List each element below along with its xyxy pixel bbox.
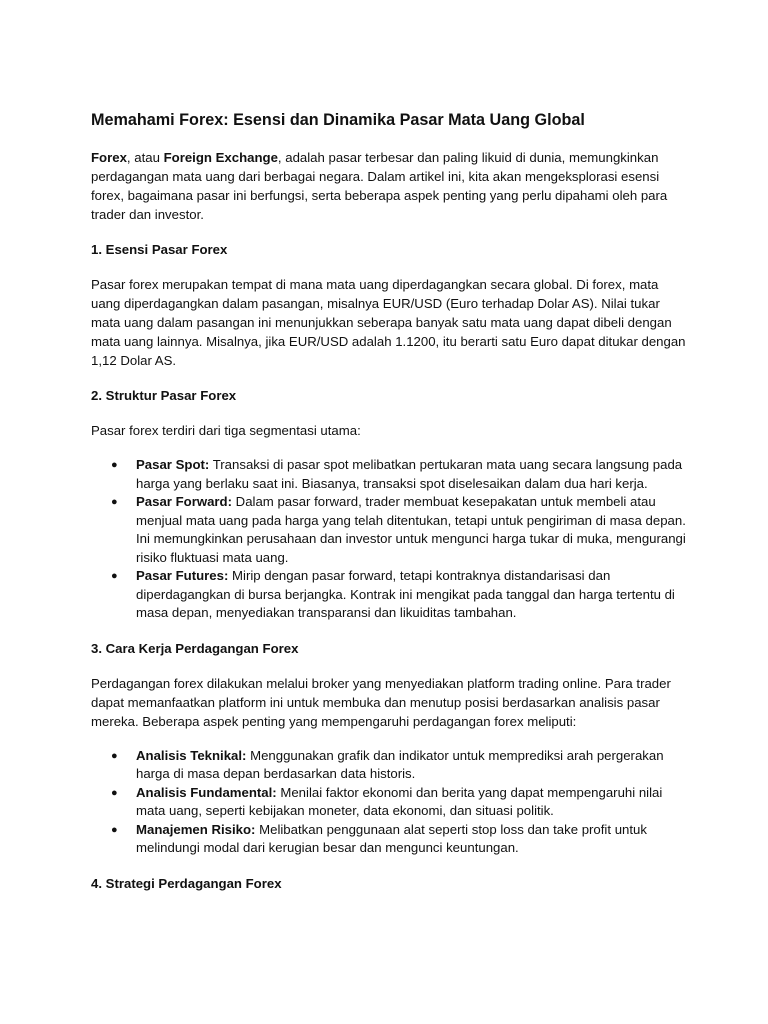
intro-term-foreign-exchange: Foreign Exchange (163, 150, 278, 165)
section3-heading: 3. Cara Kerja Perdagangan Forex (91, 640, 299, 656)
section2-paragraph: Pasar forex terdiri dari tiga segmentasi utama: (91, 423, 361, 438)
list-item-term: Manajemen Risiko: (136, 821, 256, 837)
list-item (91, 493, 691, 567)
list-item-term: Analisis Fundamental: (136, 784, 277, 800)
intro-text-2: , adalah pasar terbesar dan paling likuid di dunia, memungkinkan perdagangan mata uang dari berbagai negara. Dalam artikel ini, kita akan mengeksplorasi esensi forex, bagaimana pasar ini berfungsi, serta beberapa aspek penting yang perlu dipahami oleh para trader dan investor. (91, 150, 668, 222)
list-item-term: Pasar Futures: (136, 568, 229, 583)
list-item (91, 747, 691, 784)
section3-paragraph: Perdagangan forex dilakukan melalui broker yang menyediakan platform trading online. Para trader dapat memanfaatkan platform ini untuk membuka dan menutup posisi berdasarkan analisis pasar mereka. Beberapa aspek penting yang mempengaruhi perdagangan forex meliputi: (91, 675, 671, 729)
list-item-term: Pasar Spot: (136, 457, 210, 472)
document-content (91, 109, 691, 909)
list-item-text: Menggunakan grafik dan indikator untuk memprediksi arah pergerakan harga di masa depan berdasarkan data historis. (136, 747, 664, 781)
list-item-text: Mirip dengan pasar forward, tetapi kontraknya distandarisasi dan diperdagangkan di bursa berjangka. Kontrak ini mengikat pada tanggal dan harga tertentu di masa depan, menyediakan transparansi dan likuiditas tambahan. (136, 568, 675, 620)
section1-paragraph: Pasar forex merupakan tempat di mana mata uang diperdagangkan secara global. Di forex, mata uang diperdagangkan dalam pasangan, misalnya EUR/USD (Euro terhadap Dolar AS). Nilai tukar mata uang dalam pasangan ini menunjukkan seberapa banyak satu mata uang dapat dibeli dengan mata uang lainnya. Misalnya, jika EUR/USD adalah 1.1200, itu berarti satu Euro dapat ditukar dengan 1,12 Dolar AS. (91, 277, 686, 368)
bullet-icon: ● (111, 459, 118, 471)
list-item-term: Analisis Teknikal: (136, 747, 247, 763)
section2-list (91, 456, 691, 623)
document-title: Memahami Forex: Esensi dan Dinamika Pasar Mata Uang Global (91, 111, 585, 129)
list-item-text: Melibatkan penggunaan alat seperti stop loss dan take profit untuk melindungi modal dari kerugian besar dan mengunci keuntungan. (136, 821, 647, 855)
list-item (91, 821, 691, 858)
list-item-text: Menilai faktor ekonomi dan berita yang dapat mempengaruhi nilai mata uang, seperti kebijakan moneter, data ekonomi, dan situasi politik. (136, 784, 663, 818)
intro-paragraph (91, 148, 691, 224)
list-item-text: Transaksi di pasar spot melibatkan pertukaran mata uang secara langsung pada harga yang berlaku saat ini. Biasanya, transaksi spot diselesaikan dalam dua hari kerja. (136, 457, 683, 491)
section2-heading: 2. Struktur Pasar Forex (91, 388, 237, 403)
list-item-text: Dalam pasar forward, trader membuat kesepakatan untuk membeli atau menjual mata uang pada harga yang telah ditentukan, tetapi untuk pengiriman di masa depan. Ini memungkinkan perusahaan dan investor untuk mengunci harga tukar di muka, mengurangi risiko fluktuasi mata uang. (136, 494, 686, 565)
intro-text-1: , atau (126, 150, 164, 165)
section1-heading: 1. Esensi Pasar Forex (91, 242, 228, 257)
list-item (91, 784, 691, 821)
list-item (91, 567, 691, 623)
bullet-icon: ● (111, 749, 118, 762)
section4-heading: 4. Strategi Perdagangan Forex (91, 875, 282, 891)
intro-term-forex: Forex (91, 150, 127, 165)
section3-list (91, 747, 691, 858)
list-item (91, 456, 691, 493)
bullet-icon: ● (111, 570, 118, 582)
bullet-icon: ● (111, 823, 118, 836)
bullet-icon: ● (111, 786, 118, 799)
bullet-icon: ● (111, 496, 118, 508)
list-item-term: Pasar Forward: (136, 494, 233, 509)
